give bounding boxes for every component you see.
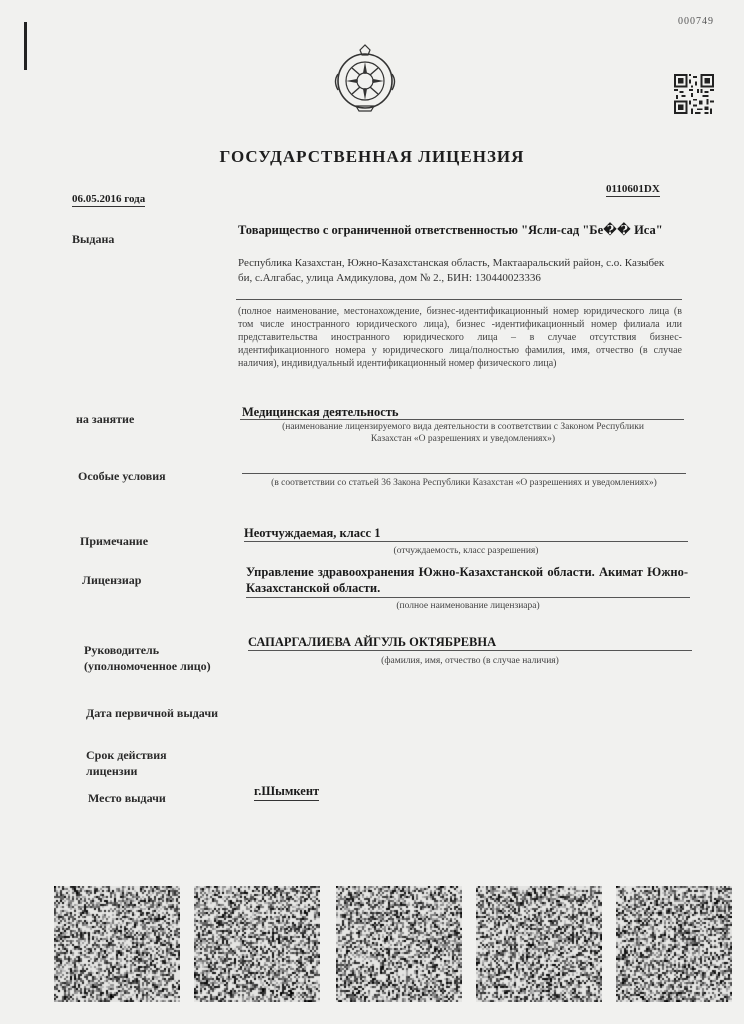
- place-value: г.Шымкент: [254, 783, 319, 801]
- note-value: Неотчуждаемая, класс 1: [244, 526, 381, 540]
- document-title: ГОСУДАРСТВЕННАЯ ЛИЦЕНЗИЯ: [219, 147, 525, 166]
- note-hint: (отчуждаемость, класс разрешения): [393, 546, 539, 556]
- issue-date: 06.05.2016 года: [72, 193, 146, 205]
- head-hint: (фамилия, имя, отчество (в случае наличия): [381, 656, 559, 666]
- activity-label: на занятие: [76, 412, 135, 426]
- redacted-block: [54, 886, 180, 1002]
- redacted-block: [616, 886, 732, 1002]
- scan-edge-mark: [24, 22, 27, 70]
- redacted-block: [336, 886, 462, 1002]
- conditions-rule: [242, 473, 686, 474]
- redacted-block: [476, 886, 602, 1002]
- head-sublabel: (уполномоченное лицо): [84, 659, 211, 673]
- qr-code-icon: [674, 74, 714, 114]
- issued-to-rule: [236, 299, 682, 300]
- issued-to-hint: (полное наименование, местонахождение, бизнес-идентификационный номер юридического лица (в том числе иностранного юридического лица), бизнес -идентификационный номер филиала или представительства иностранного юридического лица – в случае отсутствия бизнес-идентификационного номера у юридического лица/полностью фамилия, имя, отчество (в случае наличия), индивидуальный идентификационный номер физического лица): [238, 306, 682, 369]
- licensor-rule: [246, 597, 690, 598]
- license-number: 0110601DX: [606, 183, 660, 195]
- note-rule: [244, 541, 688, 542]
- head-rule: [248, 650, 692, 651]
- state-emblem-icon: [330, 44, 400, 114]
- place-label: Место выдачи: [88, 791, 166, 805]
- activity-hint: (наименование лицензируемого вида деятельности в соответствии с Законом Республики Казахстан «О разрешениях и уведомлениях»): [282, 422, 644, 444]
- head-label: Руководитель: [84, 643, 160, 657]
- top-serial-number: 000749: [678, 16, 714, 27]
- licensor-label: Лицензиар: [82, 573, 142, 587]
- validity-sublabel: лицензии: [86, 764, 138, 778]
- validity-label: Срок действия: [86, 748, 167, 762]
- note-label: Примечание: [80, 534, 149, 548]
- conditions-label: Особые условия: [78, 469, 166, 483]
- issued-to-name: Товарищество с ограниченной ответственностью "Ясли-сад "Бе�� Иса": [238, 223, 663, 237]
- licensor-hint: (полное наименование лицензиара): [396, 601, 540, 611]
- first-issue-label: Дата первичной выдачи: [86, 706, 219, 720]
- activity-rule: [240, 419, 684, 420]
- issued-to-label: Выдана: [72, 232, 115, 246]
- activity-value: Медицинская деятельность: [242, 405, 399, 419]
- issued-to-address: Республика Казахстан, Южно-Казахстанская область, Мактааральский район, с.о. Казыбек би, с.Алгабас, улица Амдикулова, дом № 2., БИН: 130440023336: [238, 257, 665, 284]
- conditions-hint: (в соответствии со статьей 36 Закона Республики Казахстан «О разрешениях и уведомлениях»): [271, 478, 657, 488]
- licensor-value: Управление здравоохранения Южно-Казахстанской области. Акимат Южно-Казахстанской области.: [246, 565, 688, 595]
- head-value: САПАРГАЛИЕВА АЙГУЛЬ ОКТЯБРЕВНА: [248, 635, 497, 649]
- redacted-block: [194, 886, 320, 1002]
